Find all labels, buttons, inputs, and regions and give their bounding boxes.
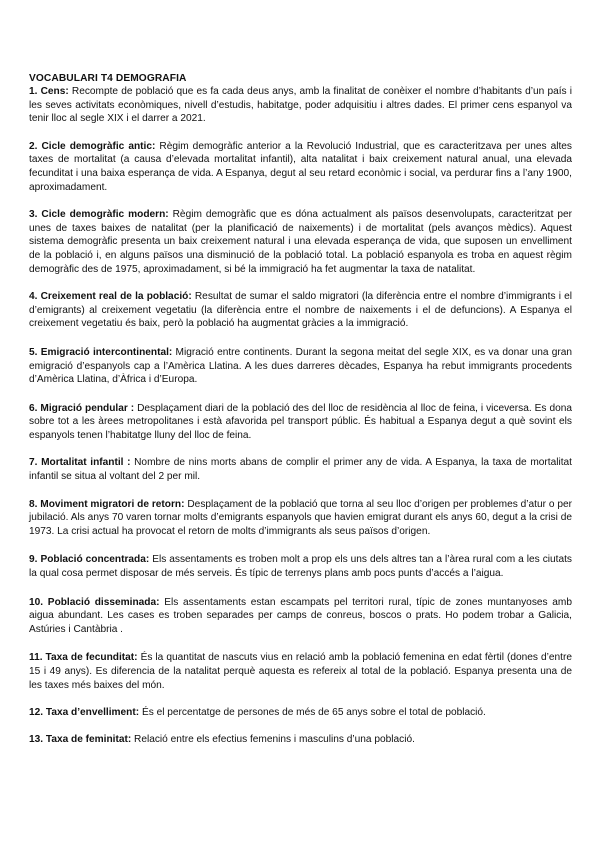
- glossary-entry: [29, 733, 572, 747]
- glossary-entry: [29, 208, 572, 276]
- entry-definition: Relació entre els efectius femenins i masculins d’una població.: [134, 733, 415, 745]
- document-title: VOCABULARI T4 DEMOGRAFIA: [29, 73, 187, 84]
- entry-definition: Migració entre continents. Durant la segona meitat del segle XIX, es va donar una gran emigració d’espanyols cap a l’Amèrica Llatina. A les dues darreres dècades, Espanya ha rebut immigrants procedents d’Amèrica Llatina, d’Àfrica i d’Europa.: [29, 346, 572, 386]
- entry-definition: Els assentaments es troben molt a prop els uns dels altres tan a l’àrea rural com a les ciutats la qual cosa permet disposar de més serveis. És típic de terrenys plans amb pocs punts d’accés a l’aigua.: [29, 554, 572, 580]
- entry-term: 12. Taxa d’envelliment:: [29, 707, 140, 719]
- entry-term: 5. Emigració intercontinental:: [29, 346, 173, 358]
- entry-term: 3. Cicle demogràfic modern:: [29, 209, 169, 221]
- entry-definition: Nombre de nins morts abans de complir el primer any de vida. A Espanya, la taxa de mortalitat infantil se situa al voltant del 2 per mil.: [29, 457, 572, 483]
- entry-term: 2. Cicle demogràfic antic:: [29, 140, 156, 152]
- entry-definition: Recompte de població que es fa cada deus anys, amb la finalitat de conèixer el nombre d’habitants d’un país i les seves activitats econòmiques, nivell d’estudis, habitatge, poder adquisitiu i altres dades. El primer cens espanyol va tenir lloc al segle XIX i el darrer a 2021.: [29, 86, 572, 125]
- entry-definition: Els assentaments estan escampats pel territori rural, típic de zones muntanyoses amb aigua abundant. Les cases es troben separades per camps de conreus, boscos o prats. Ho podem trobar a Galicia, Astúries i Cantàbria .: [29, 596, 573, 635]
- entry-definition: Desplaçament de la població que torna al seu lloc d’origen per problemes d’atur o per jubilació. Als anys 70 varen tornar molts d’emigrants espanyols que havien emigrat durant els anys 60, degut a la crisi de 1973. La crisi actual ha provocat el retorn de molts d’immigrants als seus països d’origen.: [29, 498, 572, 537]
- entry-term: 1. Cens:: [29, 86, 69, 97]
- entry-term: 6. Migració pendular :: [29, 402, 135, 414]
- glossary-entry: [29, 85, 572, 126]
- entry-definition: Règim demogràfic anterior a la Revolució Industrial, que es caracteritzava per unes altes taxes de mortalitat (a causa d’elevada mortalitat infantil), alta natalitat i baix creixement natural anual, una elevada fecunditat i una baixa esperança de vida. A Espanya, degut al seu retard econòmic i social, va perdurar fins a l’any 1900, aproximadament.: [29, 140, 572, 193]
- entry-definition: Resultat de sumar el saldo migratori (la diferència entre el nombre d’immigrants i el d’emigrants) al creixement vegetatiu (la diferència entre el nombre de naixements i el de defuncions). A Espanya el creixement vegetatiu és baix, però la població ha augmentat gràcies a la immigració.: [29, 291, 572, 330]
- glossary-entry: [29, 290, 572, 331]
- glossary-entry: [29, 402, 572, 443]
- entry-definition: És la quantitat de nascuts vius en relació amb la població femenina en edat fèrtil (dones d’entre 15 i 49 anys). Es diferencia de la natalitat perquè aquesta es refereix al total de la població. Espanya presenta una de les taxes més baixes del món.: [29, 652, 572, 691]
- glossary-entry: [29, 553, 572, 580]
- glossary-entry: [29, 498, 572, 539]
- glossary-entry: [29, 456, 572, 483]
- entry-term: 9. Població concentrada:: [29, 554, 150, 566]
- entry-definition: Règim demogràfic que es dóna actualment als països desenvolupats, caracteritzat per unes de taxes baixes de natalitat (per la planificació de naixements) i de mortalitat (pels avanços mèdics). Aquest sistema demogràfic presenta un baix creixement natural i una elevada esperança de vida, que suposen un envelliment de la població i, en alguns països una disminució de la població total. La població espanyola es troba en aquest règim demogràfic des de 1975, aproximadament, si bé la immigració ha fet augmentar la taxa de natalitat.: [29, 209, 572, 275]
- entry-term: 4. Creixement real de la població:: [29, 291, 192, 303]
- glossary-entry: [29, 651, 572, 692]
- entry-term: 8. Moviment migratori de retorn:: [29, 498, 185, 510]
- entry-definition: Desplaçament diari de la població des del lloc de residència al lloc de feina, i viceversa. Es dona sobre tot a les àrees metropolitanes i està afavorida pel transport públic. És habitual a Espanya degut a què sovint els espanyols tenen l’habitatge lluny del lloc de feina.: [29, 402, 572, 441]
- glossary-entry: [29, 140, 572, 194]
- entry-term: 10. Població disseminada:: [29, 596, 160, 608]
- entry-definition: És el percentatge de persones de més de 65 anys sobre el total de població.: [141, 707, 486, 719]
- glossary-entry: [29, 706, 572, 720]
- glossary-entry: [29, 596, 572, 637]
- entry-term: 13. Taxa de feminitat:: [29, 733, 132, 745]
- entry-term: 11. Taxa de fecunditat:: [29, 652, 138, 664]
- entry-term: 7. Mortalitat infantil :: [29, 457, 131, 469]
- glossary-entry: [29, 346, 572, 387]
